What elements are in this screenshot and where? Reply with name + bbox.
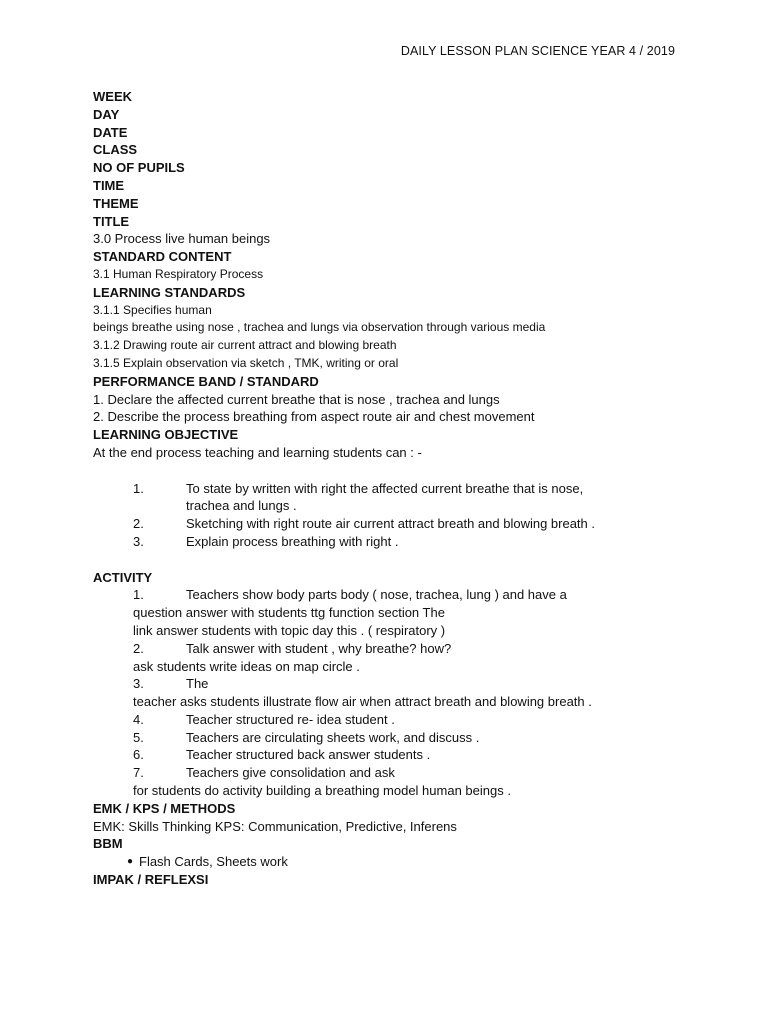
activity-text: Teachers show body parts body ( nose, trachea, lung ) and have a [186,587,567,603]
field-time: TIME [93,177,125,193]
bbm-list-item [93,853,693,871]
activity-text-continued: question answer with students ttg function section The [133,605,445,621]
activity-text: Teachers give consolidation and ask [186,765,395,781]
activity-item [93,675,693,693]
activity-item [93,586,693,604]
objective-item [93,533,693,551]
standard-content-heading: STANDARD CONTENT [93,249,232,265]
field-week: WEEK [93,89,132,104]
learning-standard-line: 3.1.2 Drawing route air current attract and blowing breath [93,338,397,353]
performance-band-line: 1. Declare the affected current breathe that is nose , trachea and lungs [93,391,500,407]
activity-item [93,746,693,764]
activity-text-continued: teacher asks students illustrate flow air when attract breath and blowing breath . [133,694,592,710]
activity-text: The [186,676,209,692]
objective-number: 3. [133,533,144,549]
activity-heading: ACTIVITY [93,569,153,585]
activity-text: Talk answer with student , why breathe? how? [186,640,452,656]
activity-item [93,764,693,782]
field-day: DAY [93,106,120,122]
objective-text: Sketching with right route air current attract breath and blowing breath . [186,516,595,532]
activity-number: 4. [133,711,144,727]
objective-item [93,515,693,533]
standard-content-value: 3.1 Human Respiratory Process [93,266,264,281]
activity-number: 6. [133,747,144,763]
emk-value: EMK: Skills Thinking KPS: Communication, Predictive, Inferens [93,818,457,834]
activity-number: 5. [133,729,144,745]
learning-objective-heading: LEARNING OBJECTIVE [93,427,239,443]
lesson-plan-body [93,88,693,889]
objective-number: 2. [133,516,144,532]
activity-number: 2. [133,640,144,656]
field-title: TITLE [93,213,130,229]
activity-item [93,729,693,747]
objective-item [93,480,693,498]
activity-number: 7. [133,765,144,781]
activity-number: 1. [133,587,144,603]
learning-objective-intro: At the end process teaching and learning students can : - [93,444,422,460]
learning-standard-line: beings breathe using nose , trachea and lungs via observation through various media [93,320,546,335]
title-value: 3.0 Process live human beings [93,231,271,247]
impak-heading: IMPAK / REFLEXSI [93,872,209,888]
field-theme: THEME [93,195,139,211]
field-class: CLASS [93,142,138,158]
activity-number: 3. [133,676,144,692]
activity-item [93,711,693,729]
bbm-heading: BBM [93,836,123,852]
objective-text: To state by written with right the affected current breathe that is nose, [186,480,584,496]
field-date: DATE [93,124,128,140]
activity-text-continued: for students do activity building a breathing model human beings . [133,783,511,799]
activity-text: Teacher structured back answer students . [186,747,431,763]
activity-item [93,640,693,658]
bullet-icon: ● [127,856,134,868]
page-header: DAILY LESSON PLAN SCIENCE YEAR 4 / 2019 [400,44,675,58]
learning-standards-heading: LEARNING STANDARDS [93,284,246,300]
field-no-of-pupils: NO OF PUPILS [93,160,185,176]
performance-band-line: 2. Describe the process breathing from aspect route air and chest movement [93,409,535,425]
activity-text: Teachers are circulating sheets work, and discuss . [186,729,480,745]
learning-standard-line: 3.1.5 Explain observation via sketch , TMK, writing or oral [93,355,399,370]
activity-text-continued: link answer students with topic day this . ( respiratory ) [133,622,446,638]
performance-band-heading: PERFORMANCE BAND / STANDARD [93,373,319,389]
objective-text: Explain process breathing with right . [186,533,399,549]
objective-number: 1. [133,480,144,496]
activity-text: Teacher structured re- idea student . [186,711,395,727]
emk-heading: EMK / KPS / METHODS [93,800,236,816]
bbm-item-text: Flash Cards, Sheets work [139,854,288,870]
objective-text-continued: trachea and lungs . [186,498,297,514]
learning-standard-line: 3.1.1 Specifies human [93,302,212,317]
activity-text-continued: ask students write ideas on map circle . [133,658,360,674]
